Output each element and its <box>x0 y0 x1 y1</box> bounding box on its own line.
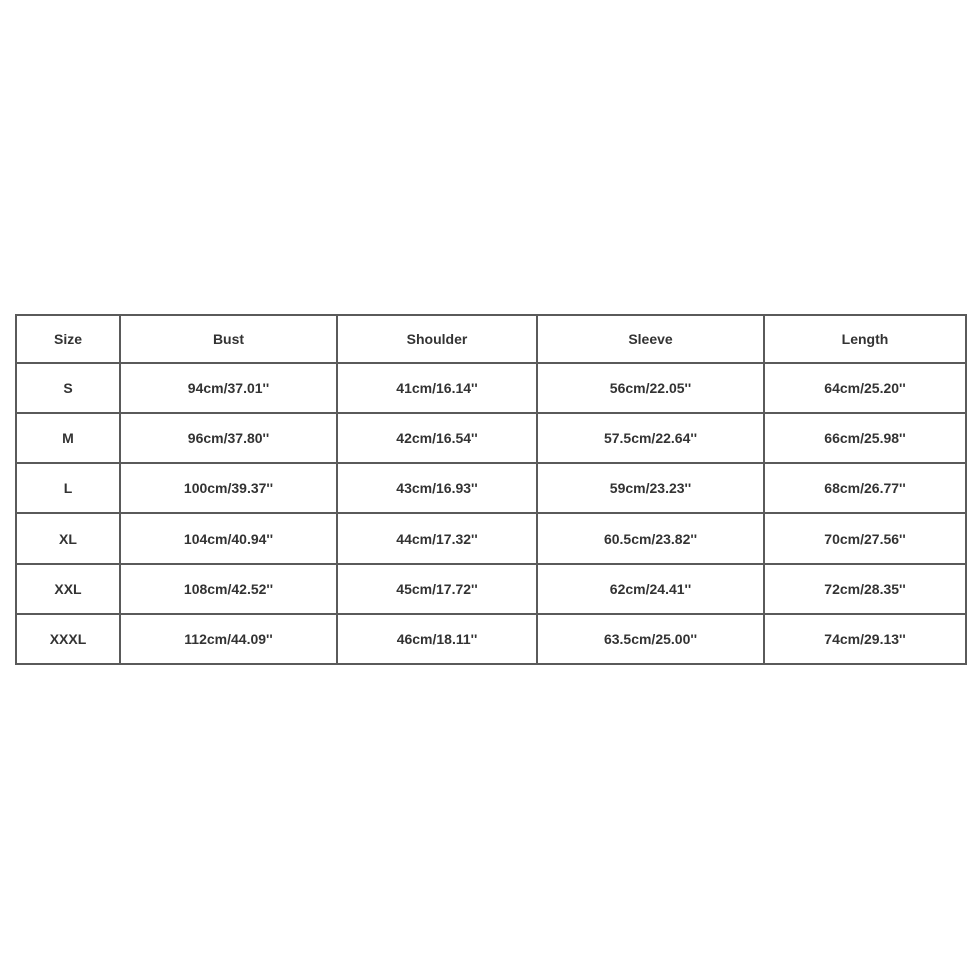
cell-size: XXL <box>16 564 120 614</box>
header-sleeve: Sleeve <box>537 315 764 363</box>
cell-sleeve: 60.5cm/23.82'' <box>537 513 764 563</box>
cell-length: 66cm/25.98'' <box>764 413 966 463</box>
header-size: Size <box>16 315 120 363</box>
cell-bust: 104cm/40.94'' <box>120 513 337 563</box>
size-chart-table <box>15 314 967 665</box>
cell-size: XL <box>16 513 120 563</box>
header-row <box>16 315 966 363</box>
table-row <box>16 413 966 463</box>
cell-sleeve: 56cm/22.05'' <box>537 363 764 413</box>
table-row <box>16 614 966 664</box>
cell-bust: 108cm/42.52'' <box>120 564 337 614</box>
cell-length: 68cm/26.77'' <box>764 463 966 513</box>
cell-length: 70cm/27.56'' <box>764 513 966 563</box>
cell-shoulder: 41cm/16.14'' <box>337 363 537 413</box>
cell-length: 64cm/25.20'' <box>764 363 966 413</box>
cell-bust: 94cm/37.01'' <box>120 363 337 413</box>
cell-bust: 100cm/39.37'' <box>120 463 337 513</box>
table-row <box>16 564 966 614</box>
cell-shoulder: 44cm/17.32'' <box>337 513 537 563</box>
header-bust: Bust <box>120 315 337 363</box>
cell-shoulder: 43cm/16.93'' <box>337 463 537 513</box>
table-row <box>16 513 966 563</box>
cell-size: XXXL <box>16 614 120 664</box>
cell-shoulder: 45cm/17.72'' <box>337 564 537 614</box>
header-length: Length <box>764 315 966 363</box>
cell-bust: 96cm/37.80'' <box>120 413 337 463</box>
cell-sleeve: 62cm/24.41'' <box>537 564 764 614</box>
cell-sleeve: 63.5cm/25.00'' <box>537 614 764 664</box>
cell-sleeve: 57.5cm/22.64'' <box>537 413 764 463</box>
cell-size: S <box>16 363 120 413</box>
table-row <box>16 363 966 413</box>
table-row <box>16 463 966 513</box>
table-body <box>16 363 966 664</box>
table-header <box>16 315 966 363</box>
cell-sleeve: 59cm/23.23'' <box>537 463 764 513</box>
cell-length: 74cm/29.13'' <box>764 614 966 664</box>
cell-bust: 112cm/44.09'' <box>120 614 337 664</box>
cell-length: 72cm/28.35'' <box>764 564 966 614</box>
cell-shoulder: 46cm/18.11'' <box>337 614 537 664</box>
cell-size: L <box>16 463 120 513</box>
cell-shoulder: 42cm/16.54'' <box>337 413 537 463</box>
header-shoulder: Shoulder <box>337 315 537 363</box>
cell-size: M <box>16 413 120 463</box>
